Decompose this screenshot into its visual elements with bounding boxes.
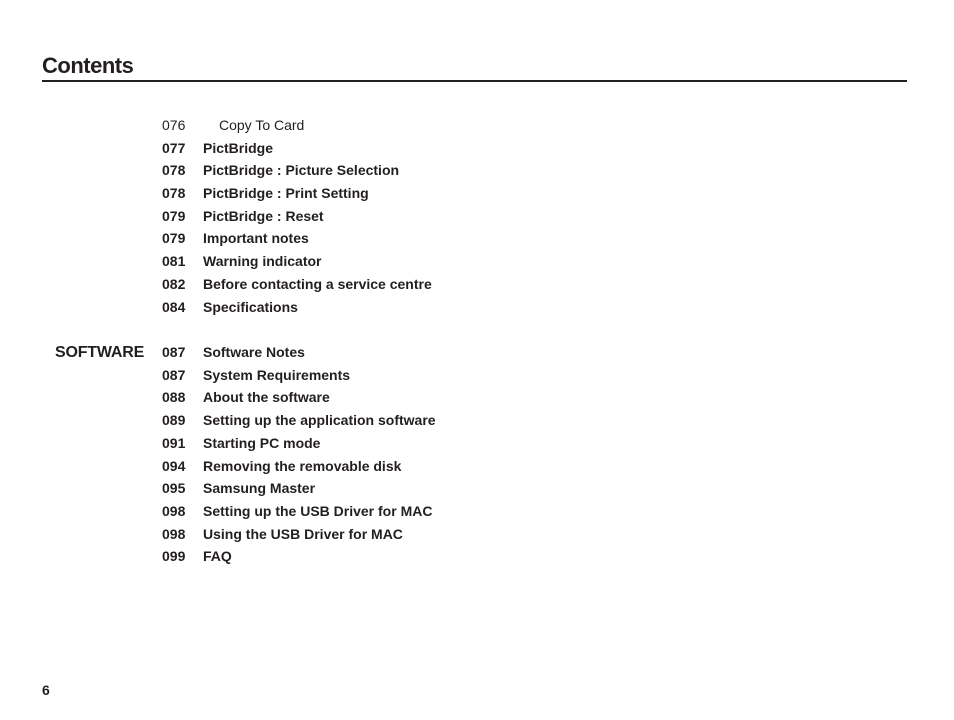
toc-page-number: 089: [162, 412, 186, 428]
toc-entry-title: Before contacting a service centre: [203, 276, 432, 292]
toc-entry[interactable]: [162, 524, 562, 544]
toc-entry[interactable]: [162, 365, 562, 385]
toc-page-number: 098: [162, 526, 186, 542]
toc-entry[interactable]: [162, 115, 562, 135]
toc-page-number: 082: [162, 276, 186, 292]
toc-entry-title: Important notes: [203, 230, 309, 246]
toc-page-number: 094: [162, 458, 186, 474]
toc-entry[interactable]: [162, 410, 562, 430]
toc-entry-title: Warning indicator: [203, 253, 322, 269]
toc-entry-title: System Requirements: [203, 367, 351, 383]
toc-page-number: 079: [162, 208, 186, 224]
toc-page-number: 087: [162, 367, 186, 383]
toc-entry[interactable]: [162, 387, 562, 407]
toc-entry[interactable]: [162, 251, 562, 271]
toc-entry-title: Starting PC mode: [203, 435, 321, 451]
page-number: 6: [42, 682, 50, 698]
toc-entry-title: Specifications: [203, 299, 298, 315]
toc-entry[interactable]: [162, 183, 562, 203]
toc-entry[interactable]: [162, 228, 562, 248]
toc-page-number: 081: [162, 253, 186, 269]
toc-entry-title: Software Notes: [203, 344, 305, 360]
toc-entry[interactable]: [162, 206, 562, 226]
toc-page-number: 084: [162, 299, 186, 315]
toc-page-number: 078: [162, 185, 186, 201]
toc-page-number: 099: [162, 548, 186, 564]
toc-entry-title: Setting up the USB Driver for MAC: [203, 503, 433, 519]
toc-page-number: 091: [162, 435, 186, 451]
toc-page-number: 079: [162, 230, 186, 246]
toc-entry[interactable]: [162, 478, 562, 498]
toc-page-number: 088: [162, 389, 186, 405]
toc-entry-title: PictBridge : Print Setting: [203, 185, 369, 201]
toc-entry-title: Samsung Master: [203, 480, 316, 496]
toc-entry[interactable]: [162, 456, 562, 476]
toc-entry-title: Removing the removable disk: [203, 458, 402, 474]
toc-entry-title: PictBridge : Reset: [203, 208, 324, 224]
toc-entry[interactable]: [162, 138, 562, 158]
toc-entry-title: About the software: [203, 389, 330, 405]
toc-entry[interactable]: [162, 546, 562, 566]
toc-entry-title: PictBridge : Picture Selection: [203, 162, 400, 178]
toc-entry-title: Setting up the application software: [203, 412, 436, 428]
toc-page-number: 087: [162, 344, 186, 360]
toc-entry-title: PictBridge: [203, 140, 274, 156]
toc-entry[interactable]: [162, 297, 562, 317]
toc-page-number: 098: [162, 503, 186, 519]
toc-entry[interactable]: [162, 342, 562, 362]
toc-page-number: 078: [162, 162, 186, 178]
toc-entry-title: Copy To Card: [219, 117, 305, 133]
toc-entry[interactable]: [162, 274, 562, 294]
toc-entry[interactable]: [162, 160, 562, 180]
toc-entry-title: FAQ: [203, 548, 232, 564]
section-label-software: SOFTWARE: [55, 344, 145, 361]
toc-page-number: 077: [162, 140, 186, 156]
page-title: Contents: [42, 53, 134, 78]
toc-entry[interactable]: [162, 501, 562, 521]
toc-entry[interactable]: [162, 433, 562, 453]
toc-page-number: 076: [162, 117, 186, 133]
toc-page-number: 095: [162, 480, 186, 496]
toc-entry-title: Using the USB Driver for MAC: [203, 526, 403, 542]
